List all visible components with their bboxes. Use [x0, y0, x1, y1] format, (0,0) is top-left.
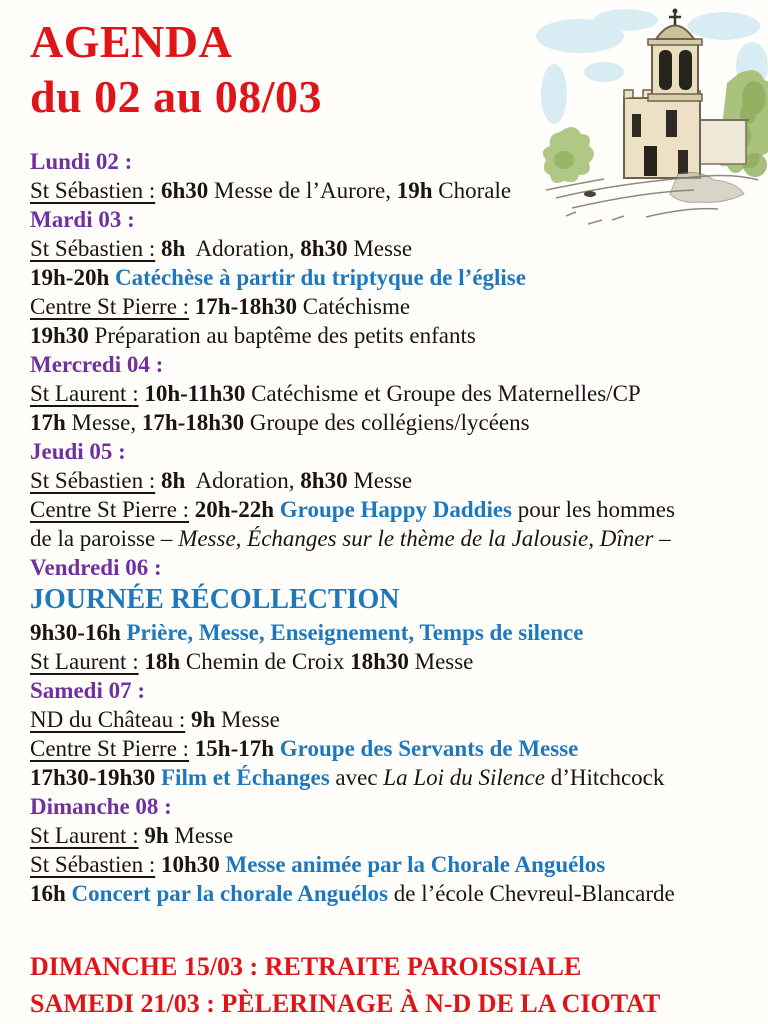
- agenda-line: [30, 618, 768, 647]
- text-segment-plain: Messe: [408, 649, 474, 674]
- text-segment-place: St Sébastien :: [30, 852, 156, 877]
- agenda-line: [30, 495, 768, 524]
- church-illustration-svg: [528, 2, 768, 232]
- text-segment-day: Samedi 07 :: [30, 678, 145, 703]
- text-segment-day: Lundi 02 :: [30, 149, 133, 174]
- text-segment-plain: Chorale: [432, 178, 512, 203]
- text-segment-bold: 19h-20h: [30, 265, 110, 290]
- text-segment-bold: 8h: [160, 468, 186, 493]
- text-segment-day: Mercredi 04 :: [30, 352, 164, 377]
- text-segment-blue: Prière, Messe, Enseignement, Temps de silence: [126, 620, 584, 645]
- text-segment-bold: 17h: [30, 410, 66, 435]
- announcements: [30, 948, 768, 1022]
- text-segment-bold: 15h-17h: [194, 736, 275, 761]
- text-segment-place: St Laurent :: [30, 381, 139, 406]
- text-segment-bold: 18h30: [350, 649, 409, 674]
- text-segment-italic: Messe, Échanges sur le thème de la Jalousie, Dîner –: [178, 526, 671, 551]
- text-segment-plain: avec: [329, 765, 384, 790]
- text-segment-bold: 9h30-16h: [30, 620, 121, 645]
- agenda-line: [30, 321, 768, 350]
- agenda-line: [30, 879, 768, 908]
- agenda-line: [30, 676, 768, 705]
- text-segment-plain: Catéchisme: [297, 294, 411, 319]
- text-segment-italic: La Loi du Silence: [383, 765, 545, 790]
- agenda-line: [30, 705, 768, 734]
- text-segment-plain: Adoration,: [185, 468, 301, 493]
- agenda-line: [30, 647, 768, 676]
- text-segment-blue: Messe animée par la Chorale Anguélos: [225, 852, 606, 877]
- text-segment-blue: Groupe Happy Daddies: [279, 497, 512, 522]
- text-segment-bold: 18h: [144, 649, 181, 674]
- text-segment-place: St Sébastien :: [30, 468, 156, 493]
- text-segment-plain: Messe de l’Aurore,: [208, 178, 397, 203]
- text-segment-blue: Concert par la chorale Anguélos: [71, 881, 388, 906]
- text-segment-place: Centre St Pierre :: [30, 294, 190, 319]
- text-segment-place: St Laurent :: [30, 823, 139, 848]
- text-segment-plain: d’Hitchcock: [544, 765, 665, 790]
- text-segment-bold: 9h: [144, 823, 169, 848]
- text-segment-blue: Groupe des Servants de Messe: [279, 736, 579, 761]
- agenda-line: [30, 850, 768, 879]
- agenda-line: [30, 582, 768, 618]
- text-segment-bold: 8h30: [300, 236, 348, 261]
- agenda-line: [30, 553, 768, 582]
- agenda-line: [30, 408, 768, 437]
- text-segment-place: St Sébastien :: [30, 236, 156, 261]
- text-segment-plain: Adoration,: [185, 236, 301, 261]
- text-segment-plain: Messe: [168, 823, 234, 848]
- agenda-list: [30, 147, 768, 908]
- text-segment-bold: 17h-18h30: [194, 294, 298, 319]
- text-segment-plain: de l’école Chevreul-Blancarde: [388, 881, 675, 906]
- title-line-1: AGENDA: [30, 16, 233, 67]
- text-segment-plain: Chemin de Croix: [180, 649, 351, 674]
- agenda-line: [30, 350, 768, 379]
- agenda-line: [30, 734, 768, 763]
- text-segment-plain: pour les hommes: [512, 497, 675, 522]
- text-segment-place: Centre St Pierre :: [30, 497, 190, 522]
- text-segment-place: St Laurent :: [30, 649, 139, 674]
- agenda-line: [30, 234, 768, 263]
- text-segment-blueheading: JOURNÉE RÉCOLLECTION: [30, 584, 400, 615]
- text-segment-day: Jeudi 05 :: [30, 439, 126, 464]
- announcement-line-2: SAMEDI 21/03 : PÈLERINAGE À N-D DE LA CIOTAT: [30, 989, 661, 1018]
- text-segment-bold: 8h30: [300, 468, 348, 493]
- text-segment-plain: Messe: [215, 707, 280, 732]
- agenda-line: [30, 466, 768, 495]
- text-segment-bold: 19h: [396, 178, 433, 203]
- agenda-line: [30, 263, 768, 292]
- agenda-line: [30, 792, 768, 821]
- text-segment-plain: Groupe des collégiens/lycéens: [244, 410, 530, 435]
- text-segment-place: Centre St Pierre :: [30, 736, 190, 761]
- text-segment-day: Mardi 03 :: [30, 207, 135, 232]
- title-line-2: du 02 au 08/03: [30, 71, 323, 122]
- announcement-line-1: DIMANCHE 15/03 : RETRAITE PAROISSIALE: [30, 952, 582, 981]
- text-segment-bold: 6h30: [160, 178, 209, 203]
- agenda-line: [30, 763, 768, 792]
- text-segment-plain: Catéchisme et Groupe des Maternelles/CP: [245, 381, 641, 406]
- text-segment-bold: 10h30: [160, 852, 220, 877]
- agenda-line: [30, 292, 768, 321]
- text-segment-bold: 17h-18h30: [141, 410, 245, 435]
- agenda-line: [30, 524, 768, 553]
- text-segment-bold: 20h-22h: [194, 497, 275, 522]
- text-segment-blue: Catéchèse à partir du triptyque de l’église: [115, 265, 526, 290]
- text-segment-plain: de la paroisse –: [30, 526, 179, 551]
- text-segment-day: Vendredi 06 :: [30, 555, 162, 580]
- text-segment-place: St Sébastien :: [30, 178, 156, 203]
- text-segment-blue: Film et Échanges: [161, 765, 330, 790]
- text-segment-bold: 10h-11h30: [144, 381, 246, 406]
- agenda-line: [30, 437, 768, 466]
- text-segment-day: Dimanche 08 :: [30, 794, 172, 819]
- text-segment-bold: 8h: [160, 236, 186, 261]
- text-segment-bold: 19h30: [30, 323, 89, 348]
- text-segment-bold: 16h: [30, 881, 66, 906]
- text-segment-plain: Messe,: [65, 410, 142, 435]
- text-segment-place: ND du Château :: [30, 707, 186, 732]
- text-segment-bold: 17h30-19h30: [30, 765, 156, 790]
- text-segment-plain: Messe: [347, 468, 413, 493]
- agenda-line: [30, 821, 768, 850]
- agenda-line: [30, 379, 768, 408]
- text-segment-plain: Préparation au baptême des petits enfants: [88, 323, 476, 348]
- church-watercolor-illustration: [528, 2, 768, 232]
- text-segment-bold: 9h: [190, 707, 216, 732]
- text-segment-plain: Messe: [347, 236, 413, 261]
